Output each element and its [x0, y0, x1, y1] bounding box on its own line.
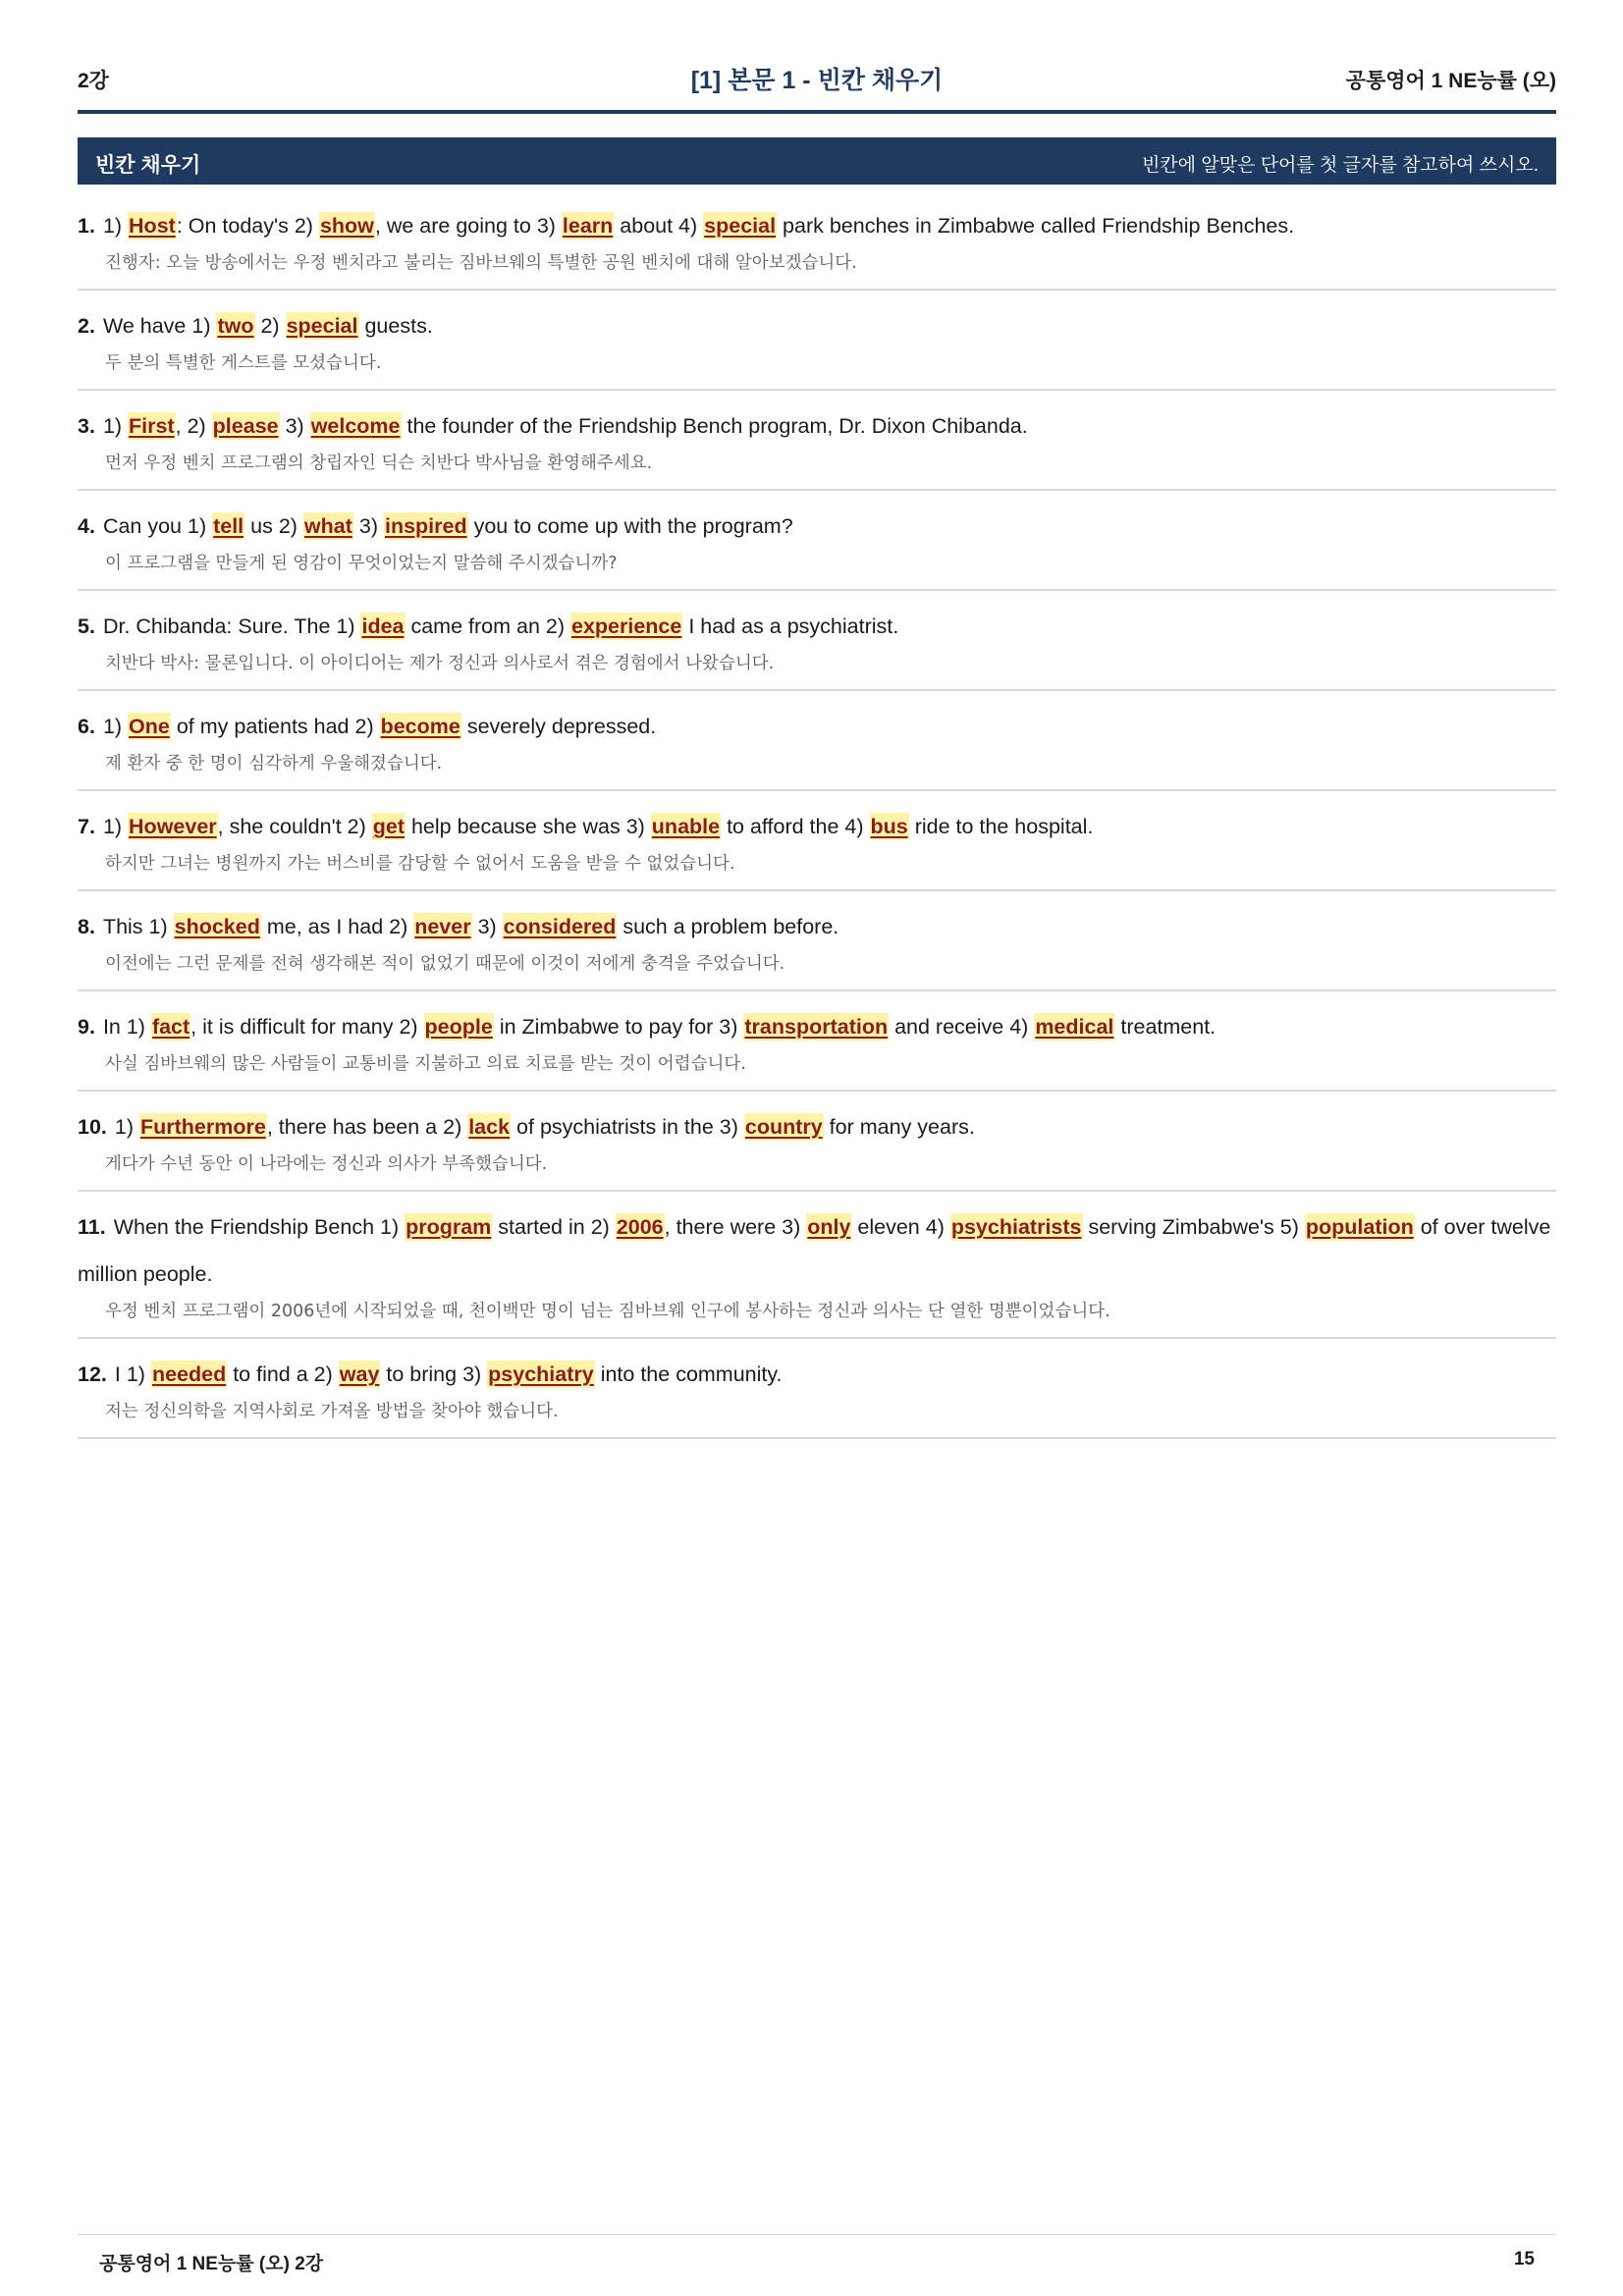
- english-sentence: [78, 803, 1556, 850]
- item-number: 1.: [78, 214, 95, 238]
- sentence-text: 2): [254, 314, 286, 338]
- exercise-item: [78, 291, 1556, 391]
- korean-translation: 게다가 수년 동안 이 나라에는 정신과 의사가 부족했습니다.: [105, 1154, 548, 1174]
- blank-answer: show: [319, 214, 374, 238]
- blank-answer: transportation: [744, 1015, 889, 1039]
- blank-answer: experience: [570, 614, 682, 638]
- sentence-text: park benches in Zimbabwe called Friendship Benches.: [777, 214, 1295, 238]
- blank-answer: population: [1305, 1215, 1414, 1239]
- section-bar: [78, 137, 1556, 185]
- blank-answer: special: [286, 314, 358, 338]
- sentence-text: of over twelve million people.: [78, 1215, 1551, 1286]
- exercise-item: [78, 190, 1556, 291]
- korean-translation: 이전에는 그런 문제를 전혀 생각해본 적이 없었기 때문에 이것이 저에게 충격을 주었습니다.: [105, 954, 785, 974]
- item-number: 2.: [78, 314, 95, 338]
- sentence-text: 1): [102, 414, 129, 438]
- sentence-text: severely depressed.: [460, 715, 657, 738]
- item-number: 7.: [78, 815, 95, 838]
- sentence-text: In 1): [102, 1015, 151, 1039]
- sentence-text: me, as I had 2): [260, 915, 414, 938]
- section-title: 빈칸 채우기: [95, 154, 201, 177]
- sentence-text: help because she was 3): [406, 815, 651, 838]
- exercise-item: [78, 791, 1556, 891]
- exercise-item: [78, 1092, 1556, 1192]
- blank-answer: inspired: [384, 514, 467, 538]
- blank-answer: 2006: [616, 1215, 664, 1239]
- exercise-item: [78, 991, 1556, 1092]
- sentence-text: the founder of the Friendship Bench program, Dr. Dixon Chibanda.: [401, 414, 1028, 438]
- sentence-text: Dr. Chibanda: Sure. The 1): [102, 614, 361, 638]
- sentence-text: you to come up with the program?: [467, 514, 793, 538]
- sentence-text: , we are going to 3): [374, 214, 562, 238]
- blank-answer: Host: [129, 214, 176, 238]
- item-number: 8.: [78, 915, 95, 938]
- sentence-text: for many years.: [823, 1115, 975, 1139]
- sentence-text: of my patients had 2): [170, 715, 380, 738]
- page-header: [78, 61, 1556, 114]
- korean-translation: 사실 짐바브웨의 많은 사람들이 교통비를 지불하고 의료 치료를 받는 것이 어렵습니다.: [105, 1054, 746, 1074]
- blank-answer: psychiatrists: [950, 1215, 1082, 1239]
- english-sentence: [78, 903, 1556, 950]
- sentence-text: to afford the 4): [721, 815, 870, 838]
- korean-translation: 이 프로그램을 만들게 된 영감이 무엇이었는지 말씀해 주시겠습니까?: [105, 554, 618, 573]
- english-sentence: [78, 1003, 1556, 1050]
- sentence-text: to find a 2): [227, 1362, 339, 1386]
- blank-answer: special: [704, 214, 777, 238]
- korean-translation: 먼저 우정 벤치 프로그램의 창립자인 딕슨 치반다 박사님을 환영해주세요.: [105, 454, 653, 473]
- blank-answer: become: [380, 715, 460, 738]
- sentence-text: to bring 3): [380, 1362, 488, 1386]
- page-number: 15: [1513, 2249, 1535, 2269]
- exercise-item: [78, 491, 1556, 591]
- item-number: 3.: [78, 414, 95, 438]
- sentence-text: ride to the hospital.: [908, 815, 1094, 838]
- blank-answer: shocked: [174, 915, 260, 938]
- item-number: 6.: [78, 715, 95, 738]
- exercise-item: [78, 1192, 1556, 1339]
- sentence-text: of psychiatrists in the 3): [511, 1115, 744, 1139]
- section-instruction: 빈칸에 알맞은 단어를 첫 글자를 참고하여 쓰시오.: [1141, 155, 1539, 176]
- korean-translation: 제 환자 중 한 명이 심각하게 우울해졌습니다.: [105, 754, 443, 774]
- sentence-text: , 2): [175, 414, 212, 438]
- sentence-text: about 4): [614, 214, 704, 238]
- sentence-text: 1): [102, 715, 129, 738]
- blank-answer: tell: [213, 514, 244, 538]
- blank-answer: medical: [1035, 1015, 1114, 1039]
- sentence-text: When the Friendship Bench 1): [113, 1215, 406, 1239]
- blank-answer: idea: [361, 614, 405, 638]
- item-number: 4.: [78, 514, 95, 538]
- blank-answer: fact: [151, 1015, 190, 1039]
- blank-answer: considered: [503, 915, 617, 938]
- blank-answer: only: [807, 1215, 851, 1239]
- item-number: 12.: [78, 1362, 107, 1386]
- exercise-item: [78, 1339, 1556, 1439]
- english-sentence: [78, 503, 1556, 550]
- korean-translation: 저는 정신의학을 지역사회로 가져올 방법을 찾아야 했습니다.: [105, 1402, 559, 1421]
- blank-answer: never: [414, 915, 471, 938]
- page-title: [1] 본문 1 - 빈칸 채우기: [690, 67, 944, 94]
- exercise-item: [78, 591, 1556, 691]
- blank-answer: bus: [870, 815, 908, 838]
- sentence-text: treatment.: [1114, 1015, 1217, 1039]
- sentence-text: I had as a psychiatrist.: [682, 614, 899, 638]
- korean-translation: 하지만 그녀는 병원까지 가는 버스비를 감당할 수 없어서 도움을 받을 수 없었습니다.: [105, 854, 735, 874]
- sentence-text: into the community.: [594, 1362, 783, 1386]
- sentence-text: , there were 3): [664, 1215, 807, 1239]
- blank-answer: get: [372, 815, 405, 838]
- exercise-item: [78, 691, 1556, 791]
- blank-answer: country: [744, 1115, 823, 1139]
- english-sentence: [78, 603, 1556, 650]
- sentence-text: guests.: [358, 314, 433, 338]
- blank-answer: psychiatry: [488, 1362, 594, 1386]
- sentence-text: eleven 4): [851, 1215, 950, 1239]
- korean-translation: 치반다 박사: 물론입니다. 이 아이디어는 제가 정신과 의사로서 겪은 경험에서 나왔습니다.: [105, 654, 775, 673]
- korean-translation: 진행자: 오늘 방송에서는 우정 벤치라고 불리는 짐바브웨의 특별한 공원 벤치에 대해 알아보겠습니다.: [105, 253, 857, 273]
- blank-answer: However: [129, 815, 217, 838]
- blank-answer: unable: [651, 815, 721, 838]
- page-footer: [78, 2234, 1556, 2274]
- sentence-text: 3): [352, 514, 384, 538]
- sentence-text: serving Zimbabwe's 5): [1082, 1215, 1305, 1239]
- english-sentence: [78, 1203, 1556, 1298]
- english-sentence: [78, 202, 1556, 249]
- textbook-label: 공통영어 1 NE능률 (오): [1345, 70, 1556, 92]
- item-number: 5.: [78, 614, 95, 638]
- english-sentence: [78, 1103, 1556, 1150]
- sentence-text: , there has been a 2): [266, 1115, 468, 1139]
- sentence-text: and receive 4): [889, 1015, 1035, 1039]
- blank-answer: lack: [468, 1115, 511, 1139]
- korean-translation: 우정 벤치 프로그램이 2006년에 시작되었을 때, 천이백만 명이 넘는 짐바브웨 인구에 봉사하는 정신과 의사는 단 열한 명뿐이었습니다.: [105, 1302, 1110, 1321]
- blank-answer: two: [217, 314, 254, 338]
- english-sentence: [78, 302, 1556, 349]
- blank-answer: learn: [562, 214, 614, 238]
- sentence-text: I 1): [114, 1362, 151, 1386]
- blank-answer: please: [212, 414, 279, 438]
- item-number: 11.: [78, 1215, 106, 1239]
- blank-answer: people: [424, 1015, 493, 1039]
- sentence-text: , she couldn't 2): [217, 815, 372, 838]
- sentence-text: 3): [279, 414, 310, 438]
- sentence-text: came from an 2): [405, 614, 570, 638]
- blank-answer: way: [339, 1362, 380, 1386]
- english-sentence: [78, 1351, 1556, 1398]
- sentence-text: Can you 1): [102, 514, 213, 538]
- sentence-text: 1): [102, 815, 129, 838]
- sentence-text: , it is difficult for many 2): [190, 1015, 424, 1039]
- exercise-list: [78, 190, 1556, 1439]
- footer-label: 공통영어 1 NE능률 (오) 2강: [99, 2254, 324, 2274]
- blank-answer: Furthermore: [139, 1115, 266, 1139]
- blank-answer: One: [129, 715, 170, 738]
- korean-translation: 두 분의 특별한 게스트를 모셨습니다.: [105, 353, 382, 373]
- blank-answer: First: [129, 414, 175, 438]
- sentence-text: : On today's 2): [176, 214, 319, 238]
- blank-answer: what: [303, 514, 352, 538]
- exercise-item: [78, 391, 1556, 491]
- english-sentence: [78, 703, 1556, 750]
- item-number: 10.: [78, 1115, 107, 1139]
- sentence-text: us 2): [244, 514, 303, 538]
- english-sentence: [78, 402, 1556, 450]
- sentence-text: in Zimbabwe to pay for 3): [493, 1015, 744, 1039]
- item-number: 9.: [78, 1015, 95, 1039]
- blank-answer: program: [406, 1215, 492, 1239]
- sentence-text: 3): [471, 915, 503, 938]
- exercise-item: [78, 891, 1556, 991]
- blank-answer: needed: [151, 1362, 227, 1386]
- sentence-text: 1): [102, 214, 129, 238]
- sentence-text: We have 1): [102, 314, 217, 338]
- blank-answer: welcome: [310, 414, 401, 438]
- sentence-text: started in 2): [492, 1215, 616, 1239]
- lesson-label: 2강: [78, 70, 109, 92]
- sentence-text: 1): [114, 1115, 139, 1139]
- sentence-text: This 1): [102, 915, 174, 938]
- sentence-text: such a problem before.: [617, 915, 839, 938]
